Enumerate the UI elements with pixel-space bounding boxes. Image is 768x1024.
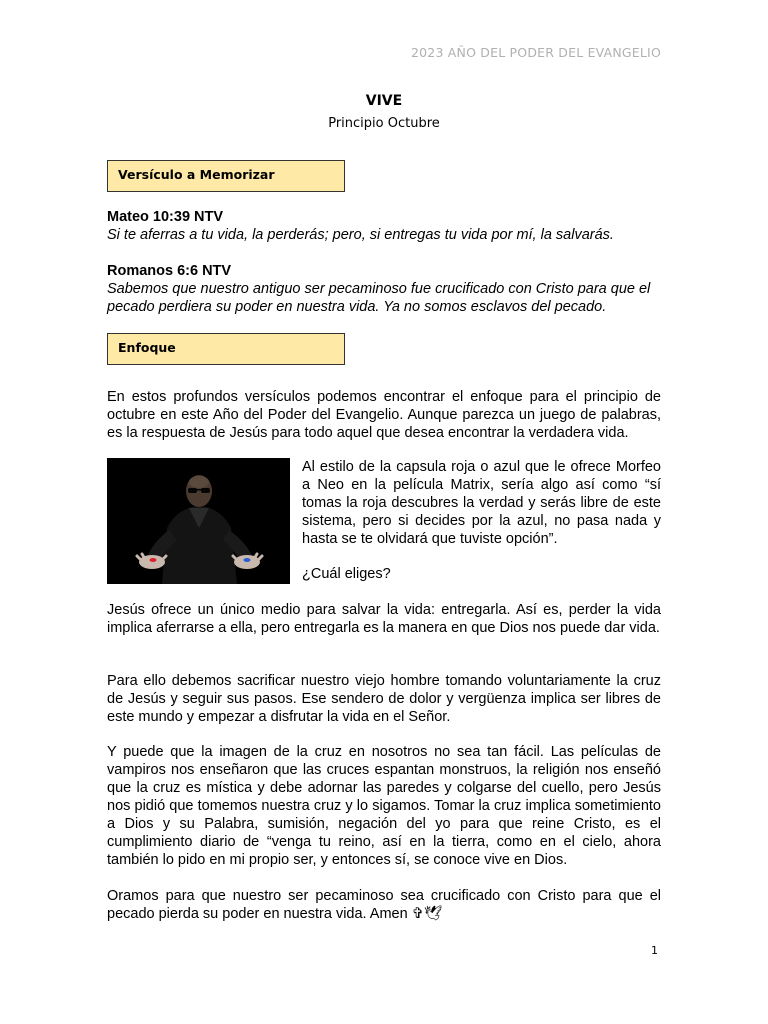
page-number: 1	[651, 944, 658, 957]
matrix-paragraph: Al estilo de la capsula roja o azul que le ofrece Morfeo a Neo en la película Matrix, sería algo así como “sí tomas la roja descubres la verdad y serás libre de este sistema, pero si decides por la azul, no pasa nada y hasta se te olvidará que tuviste opción”.	[302, 459, 661, 547]
question-text: ¿Cuál eliges?	[302, 566, 391, 582]
verse-reference: Romanos 6:6 NTV	[107, 263, 232, 279]
document-subtitle: Principio Octubre	[328, 116, 440, 131]
section-label-focus: Enfoque	[107, 333, 345, 365]
body-paragraph: Jesús ofrece un único medio para salvar la vida: entregarla. Así es, perder la vida implica aferrarse a ella, pero entregarla es la manera en que Dios nos puede dar vida.	[107, 602, 661, 636]
section-label-memorize: Versículo a Memorizar	[107, 160, 345, 192]
body-paragraph: Para ello debemos sacrificar nuestro viejo hombre tomando voluntariamente la cruz de Jesús y seguir sus pasos. Ese sendero de dolor y vergüenza implica ser libres de este mundo y empezar a disfrutar la vida en el Señor.	[107, 673, 661, 725]
verse-reference: Mateo 10:39 NTV	[107, 209, 224, 225]
morpheus-pills-image	[107, 458, 290, 584]
body-paragraph: Y puede que la imagen de la cruz en nosotros no sea tan fácil. Las películas de vampiros nos enseñaron que las cruces espantan monstruos, la religión nos enseñó que la cruz es mística y debe adornar las paredes y colgarse del cuello, pero Jesús nos pidió que tomemos nuestra cruz y lo sigamos. Tomar la cruz implica sometimiento a Dios y su Palabra, sumisión, negación del yo para que reine Cristo, es el cumplimiento diario de “venga tu reino, así en la tierra, como en el cielo, ahora también lo pido en mi propio ser, y entonces sí, se conoce vive en Dios.	[107, 744, 661, 868]
document-title: VIVE	[365, 93, 403, 109]
running-header: 2023 AÑO DEL PODER DEL EVANGELIO	[410, 45, 661, 60]
verse-text: Si te aferras a tu vida, la perderás; pero, si entregas tu vida por mí, la salvarás.	[107, 227, 614, 243]
intro-paragraph: En estos profundos versículos podemos encontrar el enfoque para el principio de octubre en este Año del Poder del Evangelio. Aunque parezca un juego de palabras, es la respuesta de Jesús para todo aquel que desea encontrar la verdadera vida.	[107, 389, 661, 441]
closing-paragraph: Oramos para que nuestro ser pecaminoso sea crucificado con Cristo para que el pecado pierda su poder en nuestra vida. Amen ✞🕊	[107, 888, 661, 922]
verse-text: Sabemos que nuestro antiguo ser pecaminoso fue crucificado con Cristo para que el pecado perdiera su poder en nuestra vida. Ya no somos esclavos del pecado.	[107, 281, 651, 315]
